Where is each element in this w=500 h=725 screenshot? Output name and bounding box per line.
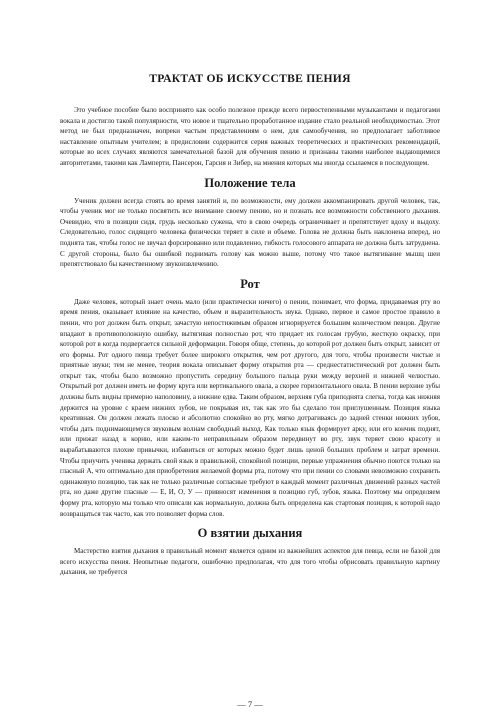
section-paragraph: Ученик должен всегда стоять во время занятий и, по возможности, ему должен аккомпанировать другой человек, так, чтобы ученик мог не только посвятить все внимание своему пению, но и познать все возможности собственного дыхания. Очевидно, что в позиции сидя, грудь несколько сужена, что в свою очередь ограничивает и препятствует вдоху и выдоху. Следовательно, голос сидящего человека физически теряет в силе и объеме. Голова не должна быть наклонена вперед, но поднята так, чтобы голос не звучал форсированно или подавленно, гибкость голосового аппарата не должна быть затруднена. С другой стороны, было бы ошибкой поднимать голову как можно выше, потому что такое вытягивание мышц шеи препятствовало бы качественному звукоизвлечению.	[60, 196, 440, 269]
section-paragraph: Даже человек, который знает очень мало (или практически ничего) о пении, понимает, что форма, придаваемая рту во время пения, оказывает влияние на качество, объем и выразительность звука. Однако, первое и самое простое правило в пении, что рот должен быть открыт, зачастую непостижимым образом игнорируется большим количеством певцов. Другие впадают в противоположную ошибку, вытягивая полностью рот, что придает их голосам грубую, жесткую окраску, при которой рот в когда подвергается сильной деформации. Говоря обще, степень, до которой рот должен быть открыт, зависит от его формы. Рот одного певца требует более широкого открытия, чем рот другого, для того, чтобы произвести чистые и приятные звуки; тем не менее, теория вокала описывает форму открытия рта — среднестатистический рот должен быть открыт так, чтобы было возможно пропустить середину большого пальца руки между верхней и нижней челюстью. Открытый рот должен иметь не форму круга или вертикального овала, а скорее горизонтального овала. В пении верхние зубы должны быть видны примерно наполовину, а нижние едва. Таким образом, верхняя губа приподнята слегка, тогда как нижняя держится на уровне с краем нижних зубов, не покрывая их, так как это бы сделало тон приглушенным. Позиция языка креативная. Он должен лежать плоско и абсолютно спокойно во рту, мягко дотрагиваясь до задней стенки нижних зубов, чтобы дать поднимающемуся звуковым волнам свободный выход. Как только язык формирует арку, или его кончик поднят, или прижат назад к корню, или каким-то неправильным образом передвинут во рту, звук теряет свою красоту и вырабатываются плохие привычки, избавиться от которых можно будет лишь ценой больших проблем и затрат времени. Чтобы приучить ученика держать свой язык в правильной, спокойной позиции, первые упражнения обычно поются только на гласный А, что оптимально для приобретения желаемой формы рта, потому что при пении со словами невозможно сохранить одинаковую позицию, так как не только различные согласные требуют в каждый момент различных движений разных частей рта, но даже другие гласные — Е, И, О, У — привносят изменения в позицию губ, зубов, языка. Поэтому мы определяем форму рта, которую мы только что описали как нормальную, должна быть определена как стартовая позиция, к которой надо возвращаться так часто, как это позволяет форма слов.	[60, 297, 440, 518]
intro-paragraph: Это учебное пособие было воспринято как особо полезное прежде всего первостепенными музыкантами и педагогами вокала и достигло такой популярности, что новое и тщательно проработанное издание стало реальной необходимостью. Этот метод не был предназначен, вопреки частым представлениям о нем, для самообучения, но предполагает заботливое наставление опытным учителем; в предисловии содержится серия важных теоретических и практических рекомендаций, которые во всех случаях являются замечательной базой для обучения пению и признаны такими наиболее выдающимися авторитетами, такими как Ламперти, Пансерон, Гарсия и Зибер, на мнения которых мы иногда ссылаемся в последующем.	[60, 106, 440, 167]
section-paragraph: Мастерство взятия дыхания в правильный момент является одним из важнейших аспектов для певца, если не базой для всего искусства пения. Неопытные педагоги, ошибочно предполагая, что для того чтобы обрисовать правильную картину дыхания, не требуется	[60, 547, 440, 577]
text-block	[60, 72, 440, 582]
section-heading-mouth: Рот	[240, 276, 260, 291]
section-heading-breathing: О взятии дыхания	[197, 526, 303, 541]
page-number: — 7 —	[237, 699, 263, 709]
page-title: ТРАКТАТ ОБ ИСКУССТВЕ ПЕНИЯ	[149, 72, 351, 85]
section-heading-body-position: Положение тела	[204, 175, 296, 190]
